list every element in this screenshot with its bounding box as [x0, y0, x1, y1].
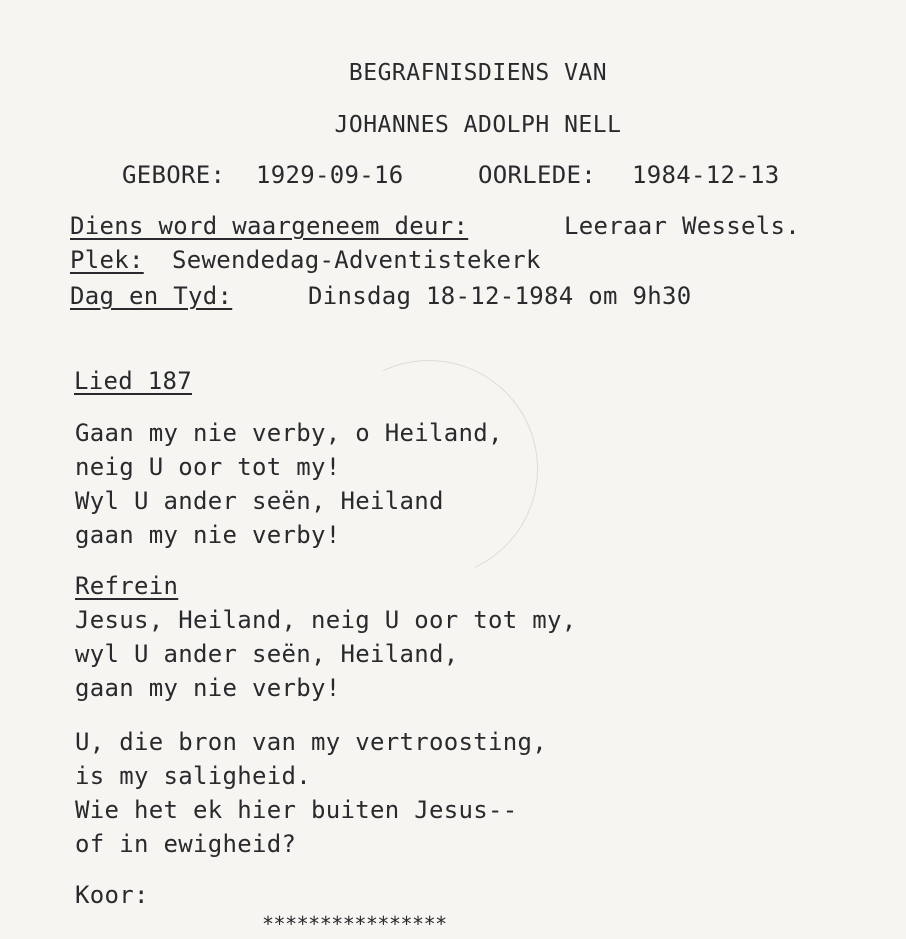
born-label: GEBORE: [122, 161, 226, 189]
refrain-label: Refrein [75, 572, 179, 600]
died-label: OORLEDE: [478, 161, 596, 189]
service-time: Dinsdag 18-12-1984 om 9h30 [308, 282, 692, 310]
born-date: 1929-09-16 [256, 161, 404, 189]
verse2-line: is my saligheid. [75, 762, 311, 790]
separator-stars: **************** [262, 912, 447, 936]
died-date: 1984-12-13 [632, 161, 780, 189]
verse2-line: U, die bron van my vertroosting, [75, 728, 547, 756]
place: Sewendedag-Adventistekerk [172, 246, 541, 274]
document-title: BEGRAFNISDIENS VAN [348, 60, 608, 86]
place-label: Plek: [70, 246, 144, 274]
hymn-title: Lied 187 [74, 367, 192, 395]
verse1-line: gaan my nie verby! [75, 521, 341, 549]
choir-label: Koor: [75, 881, 149, 909]
time-label: Dag en Tyd: [70, 282, 233, 310]
verse1-line: Gaan my nie verby, o Heiland, [75, 419, 503, 447]
verse1-line: Wyl U ander seën, Heiland [75, 487, 444, 515]
officiant-label: Diens word waargeneem deur: [70, 212, 469, 240]
refrain-line: Jesus, Heiland, neig U oor tot my, [75, 606, 577, 634]
refrain-line: gaan my nie verby! [75, 674, 341, 702]
verse1-line: neig U oor tot my! [75, 453, 341, 481]
refrain-line: wyl U ander seën, Heiland, [75, 640, 459, 668]
verse2-line: Wie het ek hier buiten Jesus-- [75, 796, 518, 824]
verse2-line: of in ewigheid? [75, 830, 297, 858]
deceased-name: JOHANNES ADOLPH NELL [334, 112, 622, 138]
officiant: Leeraar Wessels. [564, 212, 800, 240]
